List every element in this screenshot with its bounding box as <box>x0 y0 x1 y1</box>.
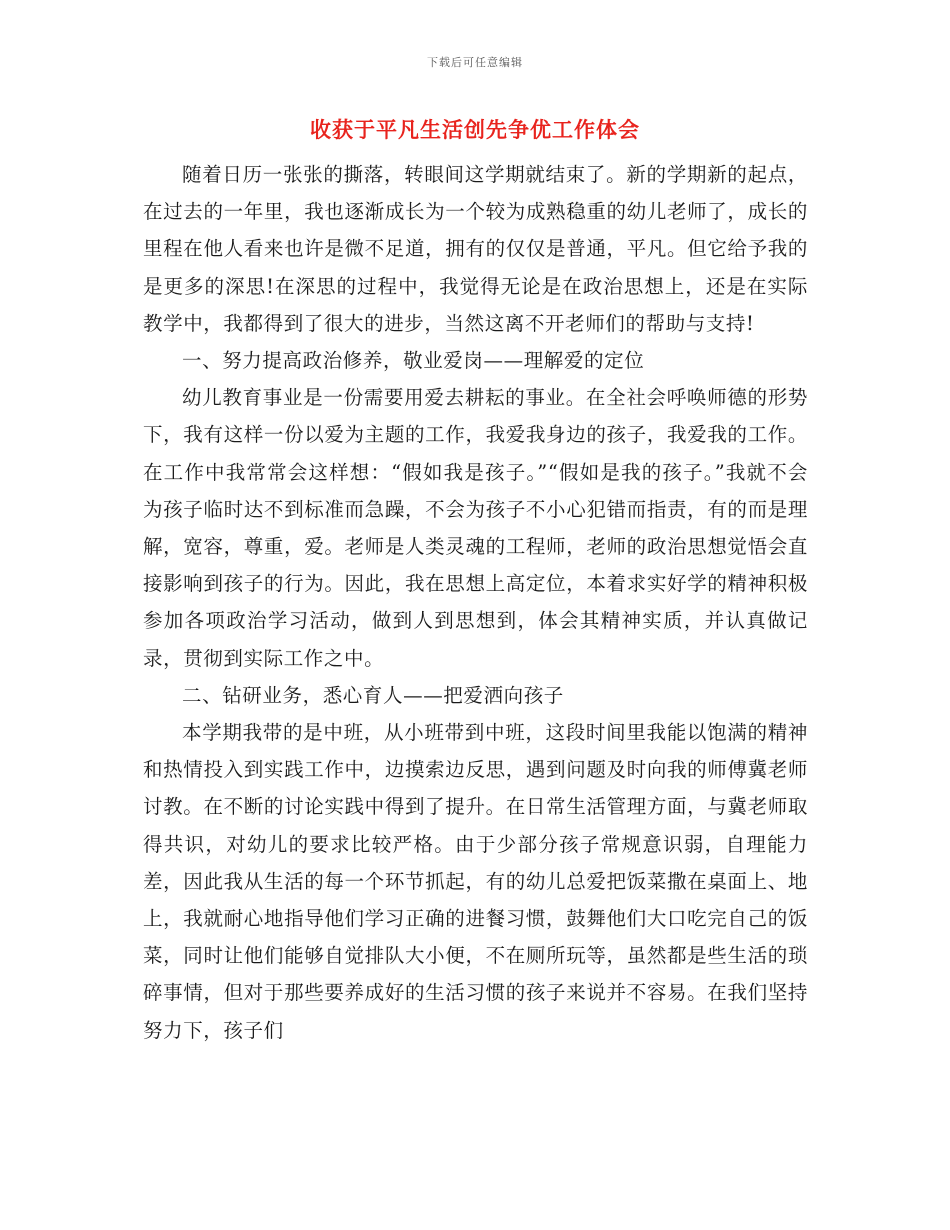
document-body <box>143 156 808 1049</box>
paragraph-section-2: 本学期我带的是中班，从小班带到中班，这段时间里我能以饱满的精神和热情投入到实践工作中，边摸索边反思，遇到问题及时向我的师傅冀老师讨教。在不断的讨论实践中得到了提升。在日常生活管理方面，与冀老师取得共识，对幼儿的要求比较严格。由于少部分孩子常规意识弱，自理能力差，因此我从生活的每一个环节抓起，有的幼儿总爱把饭菜撒在桌面上、地上，我就耐心地指导他们学习正确的进餐习惯，鼓舞他们大口吃完自己的饭菜，同时让他们能够自觉排队大小便，不在厕所玩等，虽然都是些生活的琐碎事情，但对于那些要养成好的生活习惯的孩子来说并不容易。在我们坚持努力下，孩子们 <box>143 721 808 1042</box>
section-heading-2: 二、钻研业务，悉心育人——把爱洒向孩子 <box>182 683 564 707</box>
paragraph-section-1: 幼儿教育事业是一份需要用爱去耕耘的事业。在全社会呼唤师德的形势下，我有这样一份以爱为主题的工作，我爱我身边的孩子，我爱我的工作。在工作中我常常会这样想：“假如我是孩子。”“假如是我的孩子。”我就不会为孩子临时达不到标准而急躁，不会为孩子不小心犯错而指责，有的而是理解，宽容，尊重，爱。老师是人类灵魂的工程师，老师的政治思想觉悟会直接影响到孩子的行为。因此，我在思想上高定位，本着求实好学的精神积极参加各项政治学习活动，做到人到思想到，体会其精神实质，并认真做记录，贯彻到实际工作之中。 <box>143 386 808 670</box>
document-title: 收获于平凡生活创先争优工作体会 <box>310 117 640 142</box>
paragraph-intro: 随着日历一张张的撕落，转眼间这学期就结束了。新的学期新的起点，在过去的一年里，我也逐渐成长为一个较为成熟稳重的幼儿老师了，成长的里程在他人看来也许是微不足道，拥有的仅仅是普通，平凡。但它给予我的是更多的深思!在深思的过程中，我觉得无论是在政治思想上，还是在实际教学中，我都得到了很大的进步，当然这离不开老师们的帮助与支持! <box>143 163 808 335</box>
section-heading-1: 一、努力提高政治修养，敬业爱岗——理解爱的定位 <box>182 349 645 373</box>
header-note: 下载后可任意编辑 <box>427 56 523 69</box>
